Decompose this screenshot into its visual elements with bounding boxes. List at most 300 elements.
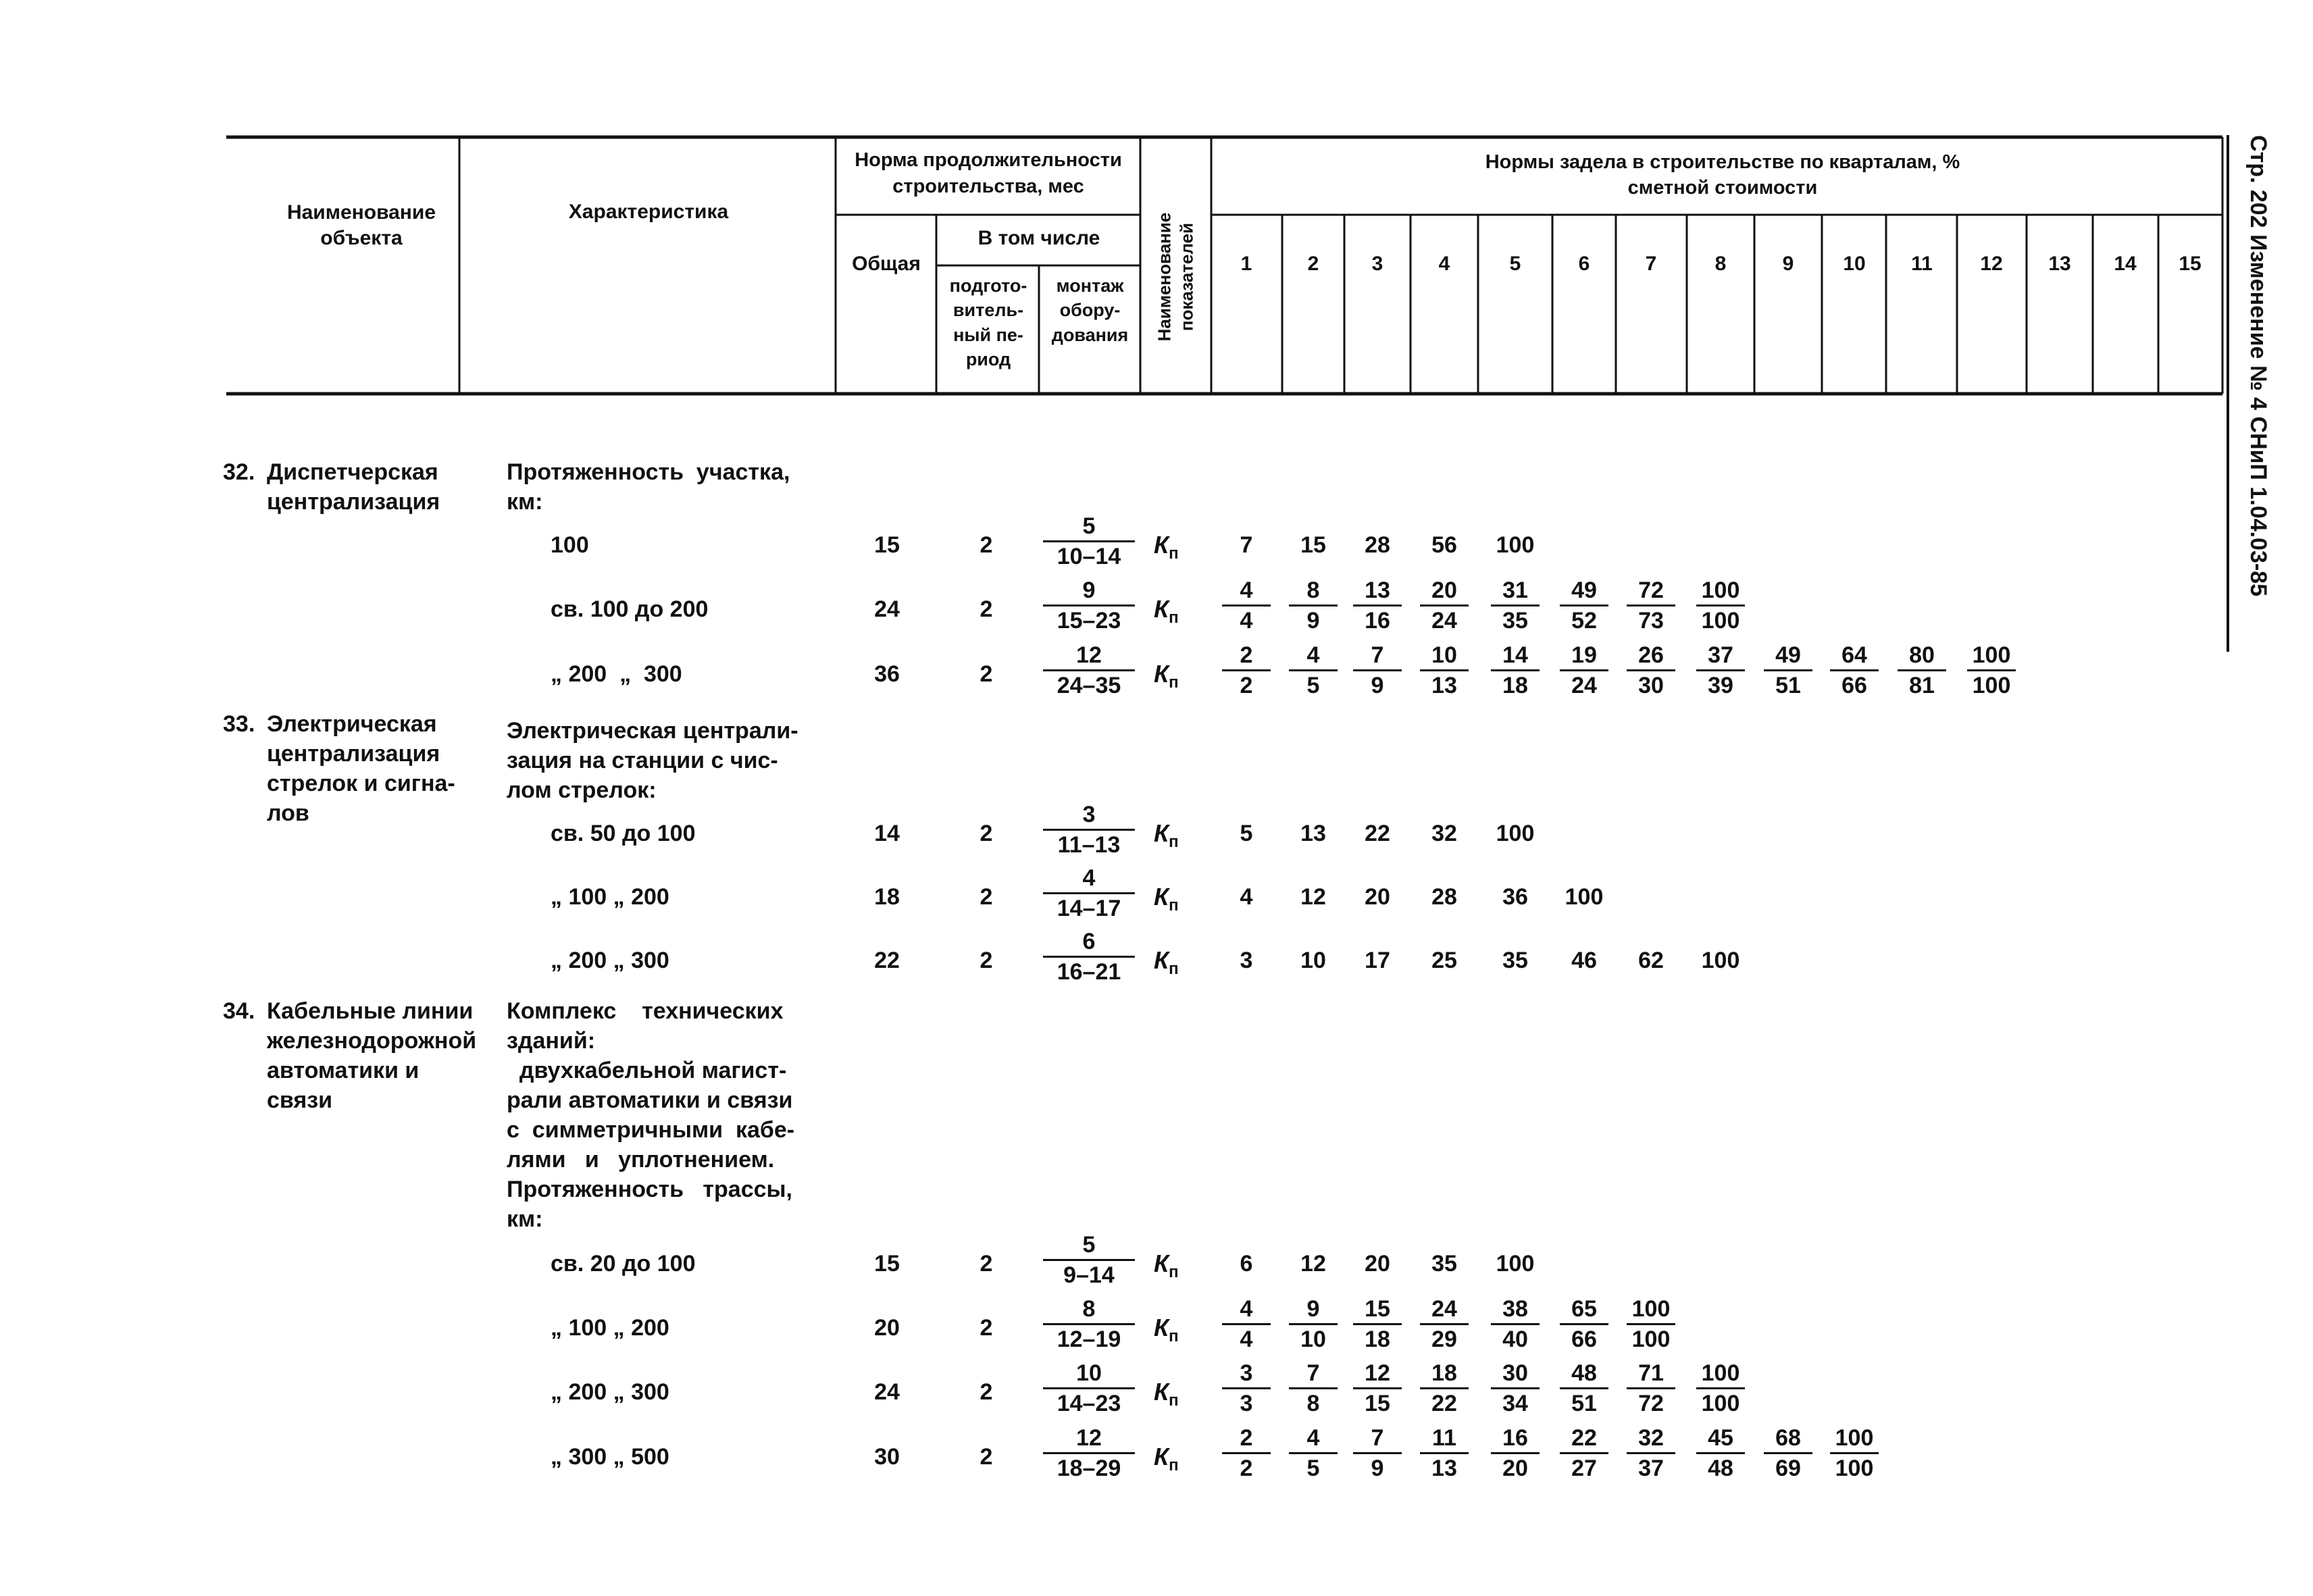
header-including: В том числе (977, 227, 1100, 249)
quarter-fraction (1353, 579, 1402, 632)
fraction-numerator: 30 (1491, 1362, 1540, 1389)
total-duration: 15 (874, 1251, 900, 1277)
row-characteristic: „ 100 „ 200 (551, 884, 669, 910)
fraction-numerator: 100 (1967, 644, 2016, 671)
fraction-denominator: 18–29 (1057, 1456, 1121, 1481)
prep-period: 2 (980, 1251, 993, 1277)
fraction-numerator: 26 (1627, 644, 1675, 671)
fraction-denominator: 100 (1835, 1456, 1874, 1481)
fraction-numerator: 64 (1830, 644, 1879, 671)
fraction-numerator: 12 (1353, 1362, 1402, 1389)
characteristic-line: зация на станции с чис- (507, 748, 778, 773)
indicator-letter: К (1154, 531, 1169, 559)
prep-period: 2 (980, 884, 993, 910)
quarter-value: 28 (1365, 532, 1390, 558)
fraction-numerator: 22 (1560, 1426, 1608, 1454)
section-number: 32. (223, 459, 255, 485)
fraction-numerator: 4 (1043, 867, 1135, 894)
quarter-fraction (1830, 1426, 1879, 1480)
fraction-numerator: 18 (1420, 1362, 1469, 1389)
indicator-letter: К (1154, 1443, 1169, 1470)
fraction-denominator: 40 (1502, 1327, 1528, 1352)
quarter-header-3: 3 (1371, 253, 1383, 275)
quarter-fraction (1222, 1297, 1271, 1351)
quarter-header-5: 5 (1509, 253, 1521, 275)
header-prep-period: подгото-витель-ный пе-риод (949, 276, 1027, 370)
fraction-denominator: 48 (1708, 1456, 1733, 1481)
fraction-numerator: 45 (1696, 1426, 1745, 1454)
characteristic-line: рали автоматики и связи (507, 1087, 793, 1113)
quarter-fraction (1560, 1362, 1608, 1415)
fraction-numerator: 72 (1627, 579, 1675, 607)
quarter-fraction (1627, 1297, 1675, 1351)
fraction-numerator: 4 (1289, 1426, 1338, 1454)
indicator-symbol (1154, 1378, 1179, 1410)
quarter-value: 20 (1365, 1251, 1390, 1277)
indicator-subscript: п (1169, 1391, 1179, 1410)
characteristic-line: лями и уплотнением. (507, 1147, 775, 1173)
row-characteristic: 100 (551, 532, 589, 558)
fraction-denominator: 12–19 (1057, 1327, 1121, 1352)
fraction-denominator: 22 (1431, 1391, 1457, 1416)
fraction-numerator: 8 (1289, 579, 1338, 607)
quarter-fraction (1420, 1426, 1469, 1480)
fraction-denominator: 14–23 (1057, 1391, 1121, 1416)
fraction-denominator: 34 (1502, 1391, 1528, 1416)
fraction-numerator: 13 (1353, 579, 1402, 607)
quarter-header-10: 10 (1843, 253, 1866, 275)
fraction-denominator: 51 (1571, 1391, 1597, 1416)
quarter-fraction (1353, 1362, 1402, 1415)
quarter-fraction (1289, 1362, 1338, 1415)
indicator-subscript: п (1169, 960, 1179, 979)
indicator-symbol (1154, 660, 1179, 692)
characteristic-line: Протяженность трассы, (507, 1177, 793, 1202)
quarter-fraction (1420, 644, 1469, 697)
mounting-fraction (1043, 1297, 1135, 1351)
mounting-fraction (1043, 644, 1135, 697)
indicator-letter: К (1154, 595, 1169, 623)
total-duration: 14 (874, 821, 900, 846)
characteristic-line: Протяженность участка, (507, 459, 790, 485)
indicator-symbol (1154, 531, 1179, 563)
fraction-numerator: 71 (1627, 1362, 1675, 1389)
fraction-numerator: 3 (1222, 1362, 1271, 1389)
quarter-value: 46 (1571, 948, 1597, 973)
fraction-numerator: 48 (1560, 1362, 1608, 1389)
quarter-value: 7 (1240, 532, 1253, 558)
quarter-fraction (1289, 644, 1338, 697)
characteristic-line: км: (507, 1206, 543, 1232)
indicator-subscript: п (1169, 1456, 1179, 1475)
quarter-fraction (1222, 1362, 1271, 1415)
quarter-value: 36 (1502, 884, 1528, 910)
header-characteristic: Характеристика (568, 201, 729, 223)
total-duration: 24 (874, 596, 900, 622)
quarter-value: 20 (1365, 884, 1390, 910)
fraction-denominator: 14–17 (1057, 896, 1121, 921)
quarter-value: 32 (1431, 821, 1457, 846)
indicator-subscript: п (1169, 1327, 1179, 1346)
section-name-line: связи (267, 1087, 333, 1113)
fraction-numerator: 2 (1222, 1426, 1271, 1454)
fraction-denominator: 10 (1300, 1327, 1326, 1352)
fraction-denominator: 24 (1431, 608, 1457, 634)
fraction-numerator: 9 (1289, 1297, 1338, 1325)
quarter-header-8: 8 (1714, 253, 1727, 275)
fraction-numerator: 7 (1353, 1426, 1402, 1454)
mounting-fraction (1043, 1426, 1135, 1480)
section-name-line: стрелок и сигна- (267, 771, 455, 796)
quarter-value: 25 (1431, 948, 1457, 973)
mounting-fraction (1043, 515, 1135, 568)
fraction-denominator: 29 (1431, 1327, 1457, 1352)
indicator-symbol (1154, 1443, 1179, 1475)
quarter-value: 10 (1300, 948, 1326, 973)
fraction-numerator: 19 (1560, 644, 1608, 671)
fraction-numerator: 4 (1222, 1297, 1271, 1325)
indicator-letter: К (1154, 1378, 1169, 1406)
row-characteristic: св. 50 до 100 (551, 821, 696, 846)
quarter-fraction (1696, 1426, 1745, 1480)
prep-period: 2 (980, 821, 993, 846)
quarter-fraction (1627, 1362, 1675, 1415)
fraction-denominator: 100 (1631, 1327, 1671, 1352)
quarter-fraction (1289, 1426, 1338, 1480)
quarter-fraction (1222, 1426, 1271, 1480)
header-norm-group: Норма продолжительности строительства, мес (855, 149, 1122, 198)
header-total: Общая (852, 253, 921, 275)
quarter-fraction (1491, 1426, 1540, 1480)
fraction-denominator: 2 (1240, 1456, 1253, 1481)
fraction-numerator: 10 (1043, 1362, 1135, 1389)
total-duration: 20 (874, 1315, 900, 1341)
mounting-fraction (1043, 1362, 1135, 1415)
fraction-numerator: 7 (1289, 1362, 1338, 1389)
fraction-numerator: 3 (1043, 803, 1135, 831)
fraction-denominator: 27 (1571, 1456, 1597, 1481)
row-characteristic: „ 200 „ 300 (551, 1379, 669, 1405)
quarter-fraction (1420, 579, 1469, 632)
quarter-value: 12 (1300, 1251, 1326, 1277)
section-name-line: лов (267, 800, 309, 826)
quarter-fraction (1420, 1297, 1469, 1351)
quarter-value: 35 (1431, 1251, 1457, 1277)
fraction-denominator: 9 (1306, 608, 1320, 634)
fraction-numerator: 80 (1898, 644, 1946, 671)
fraction-denominator: 52 (1571, 608, 1597, 634)
characteristic-line: двухкабельной магист- (507, 1058, 787, 1083)
quarter-fraction (1222, 644, 1271, 697)
section-name-line: Кабельные линии (267, 998, 474, 1024)
fraction-denominator: 15 (1365, 1391, 1390, 1416)
fraction-denominator: 37 (1638, 1456, 1664, 1481)
fraction-numerator: 37 (1696, 644, 1745, 671)
fraction-denominator: 2 (1240, 673, 1253, 698)
fraction-denominator: 35 (1502, 608, 1528, 634)
section-number: 33. (223, 711, 255, 737)
fraction-numerator: 100 (1830, 1426, 1879, 1454)
total-duration: 24 (874, 1379, 900, 1405)
quarter-fraction (1898, 644, 1946, 697)
quarter-value: 56 (1431, 532, 1457, 558)
fraction-denominator: 100 (1701, 1391, 1740, 1416)
quarter-header-7: 7 (1645, 253, 1657, 275)
indicator-letter: К (1154, 819, 1169, 847)
prep-period: 2 (980, 1444, 993, 1470)
row-characteristic: „ 200 „ 300 (551, 948, 669, 973)
row-characteristic: „ 200 „ 300 (551, 661, 682, 687)
header-indicator: Наименование показателей (1154, 212, 1196, 342)
fraction-denominator: 9 (1371, 1456, 1384, 1481)
fraction-denominator: 16 (1365, 608, 1390, 634)
section-name-line: автоматики и (267, 1058, 420, 1083)
fraction-denominator: 15–23 (1057, 608, 1121, 634)
prep-period: 2 (980, 1315, 993, 1341)
fraction-denominator: 100 (1701, 608, 1740, 634)
fraction-denominator: 39 (1708, 673, 1733, 698)
quarter-fraction (1420, 1362, 1469, 1415)
indicator-symbol (1154, 883, 1179, 915)
quarter-fraction (1353, 644, 1402, 697)
fraction-denominator: 30 (1638, 673, 1664, 698)
fraction-numerator: 68 (1764, 1426, 1812, 1454)
quarter-header-15: 15 (2179, 253, 2202, 275)
indicator-letter: К (1154, 660, 1169, 688)
indicator-symbol (1154, 1314, 1179, 1346)
fraction-denominator: 66 (1841, 673, 1867, 698)
indicator-letter: К (1154, 883, 1169, 910)
mounting-fraction (1043, 803, 1135, 856)
fraction-numerator: 12 (1043, 644, 1135, 671)
quarter-value: 28 (1431, 884, 1457, 910)
quarter-fraction (1222, 579, 1271, 632)
indicator-subscript: п (1169, 544, 1179, 563)
quarter-fraction (1560, 1426, 1608, 1480)
fraction-denominator: 24 (1571, 673, 1597, 698)
quarter-fraction (1491, 579, 1540, 632)
indicator-subscript: п (1169, 833, 1179, 852)
quarter-fraction (1696, 644, 1745, 697)
prep-period: 2 (980, 596, 993, 622)
fraction-denominator: 9–14 (1063, 1262, 1115, 1288)
fraction-numerator: 24 (1420, 1297, 1469, 1325)
indicator-letter: К (1154, 946, 1169, 974)
fraction-numerator: 31 (1491, 579, 1540, 607)
header-name: Наименование объекта (286, 201, 436, 249)
quarter-value: 100 (1496, 821, 1535, 846)
fraction-numerator: 10 (1420, 644, 1469, 671)
fraction-denominator: 5 (1306, 1456, 1320, 1481)
indicator-subscript: п (1169, 1263, 1179, 1282)
prep-period: 2 (980, 532, 993, 558)
quarter-fraction (1627, 579, 1675, 632)
section-name-line: централизация (267, 489, 440, 515)
row-characteristic: „ 100 „ 200 (551, 1315, 669, 1341)
indicator-symbol (1154, 595, 1179, 627)
header-mounting: монтаж обору-дования (1051, 276, 1129, 345)
indicator-letter: К (1154, 1250, 1169, 1277)
characteristic-line: лом стрелок: (507, 777, 657, 803)
quarter-value: 22 (1365, 821, 1390, 846)
total-duration: 36 (874, 661, 900, 687)
prep-period: 2 (980, 661, 993, 687)
row-characteristic: св. 100 до 200 (551, 596, 709, 622)
quarter-fraction (1491, 1297, 1540, 1351)
fraction-denominator: 18 (1502, 673, 1528, 698)
quarter-fraction (1353, 1426, 1402, 1480)
total-duration: 15 (874, 532, 900, 558)
quarter-value: 15 (1300, 532, 1326, 558)
quarter-value: 12 (1300, 884, 1326, 910)
mounting-fraction (1043, 930, 1135, 983)
fraction-numerator: 4 (1289, 644, 1338, 671)
indicator-subscript: п (1169, 896, 1179, 915)
quarter-value: 100 (1565, 884, 1604, 910)
fraction-denominator: 3 (1240, 1391, 1253, 1416)
fraction-numerator: 100 (1696, 579, 1745, 607)
quarter-fraction (1764, 644, 1812, 697)
mounting-fraction (1043, 867, 1135, 920)
indicator-symbol (1154, 946, 1179, 979)
fraction-denominator: 8 (1306, 1391, 1320, 1416)
quarter-header-13: 13 (2048, 253, 2071, 275)
prep-period: 2 (980, 1379, 993, 1405)
quarter-header-9: 9 (1782, 253, 1794, 275)
fraction-numerator: 12 (1043, 1426, 1135, 1454)
quarter-fraction (1967, 644, 2016, 697)
fraction-denominator: 66 (1571, 1327, 1597, 1352)
quarter-fraction (1696, 579, 1745, 632)
quarter-value: 17 (1365, 948, 1390, 973)
quarter-header-1: 1 (1240, 253, 1252, 275)
quarter-fraction (1696, 1362, 1745, 1415)
quarter-header-12: 12 (1980, 253, 2003, 275)
characteristic-line: с симметричными кабе- (507, 1117, 795, 1143)
quarter-header-4: 4 (1438, 253, 1450, 275)
quarter-fraction (1491, 644, 1540, 697)
quarter-value: 100 (1701, 948, 1740, 973)
total-duration: 30 (874, 1444, 900, 1470)
section-name-line: железнодорожной (267, 1028, 477, 1054)
fraction-numerator: 5 (1043, 1233, 1135, 1261)
characteristic-line: км: (507, 489, 543, 515)
fraction-denominator: 81 (1909, 673, 1935, 698)
fraction-numerator: 6 (1043, 930, 1135, 958)
fraction-denominator: 4 (1240, 1327, 1253, 1352)
fraction-denominator: 4 (1240, 608, 1253, 634)
characteristic-line: Комплекс технических (507, 998, 784, 1024)
quarter-value: 100 (1496, 1251, 1535, 1277)
fraction-denominator: 20 (1502, 1456, 1528, 1481)
quarter-fraction (1491, 1362, 1540, 1415)
quarter-fraction (1289, 579, 1338, 632)
indicator-letter: К (1154, 1314, 1169, 1341)
section-name-line: Электрическая (267, 711, 437, 737)
fraction-numerator: 15 (1353, 1297, 1402, 1325)
fraction-denominator: 10–14 (1057, 544, 1121, 569)
mounting-fraction (1043, 1233, 1135, 1287)
indicator-symbol (1154, 819, 1179, 852)
quarter-header-2: 2 (1307, 253, 1319, 275)
fraction-denominator: 5 (1306, 673, 1320, 698)
fraction-numerator: 16 (1491, 1426, 1540, 1454)
mounting-fraction (1043, 579, 1135, 632)
quarter-fraction (1560, 644, 1608, 697)
quarter-fraction (1830, 644, 1879, 697)
indicator-subscript: п (1169, 673, 1179, 692)
fraction-numerator: 14 (1491, 644, 1540, 671)
quarter-fraction (1560, 579, 1608, 632)
fraction-numerator: 49 (1764, 644, 1812, 671)
section-number: 34. (223, 998, 255, 1024)
fraction-denominator: 73 (1638, 608, 1664, 634)
fraction-numerator: 11 (1420, 1426, 1469, 1454)
quarter-value: 4 (1240, 884, 1253, 910)
fraction-denominator: 100 (1972, 673, 2011, 698)
section-name-line: централизация (267, 741, 440, 767)
section-name-line: Диспетчерская (267, 459, 438, 485)
quarter-fraction (1560, 1297, 1608, 1351)
side-title: Стр. 202 Изменение № 4 СНиП 1.04.03-85 (2245, 135, 2271, 597)
quarter-fraction (1289, 1297, 1338, 1351)
indicator-symbol (1154, 1250, 1179, 1282)
fraction-numerator: 20 (1420, 579, 1469, 607)
quarter-value: 5 (1240, 821, 1253, 846)
fraction-denominator: 18 (1365, 1327, 1390, 1352)
total-duration: 18 (874, 884, 900, 910)
quarter-value: 100 (1496, 532, 1535, 558)
fraction-numerator: 32 (1627, 1426, 1675, 1454)
characteristic-line: Электрическая централи- (507, 718, 798, 744)
quarter-value: 3 (1240, 948, 1253, 973)
fraction-denominator: 24–35 (1057, 673, 1121, 698)
fraction-denominator: 16–21 (1057, 959, 1121, 985)
row-characteristic: „ 300 „ 500 (551, 1444, 669, 1470)
fraction-denominator: 72 (1638, 1391, 1664, 1416)
row-characteristic: св. 20 до 100 (551, 1251, 696, 1277)
quarter-fraction (1627, 644, 1675, 697)
fraction-numerator: 7 (1353, 644, 1402, 671)
fraction-numerator: 5 (1043, 515, 1135, 542)
fraction-denominator: 69 (1775, 1456, 1801, 1481)
fraction-denominator: 13 (1431, 673, 1457, 698)
fraction-denominator: 11–13 (1057, 832, 1121, 858)
fraction-denominator: 9 (1371, 673, 1384, 698)
fraction-numerator: 2 (1222, 644, 1271, 671)
quarter-header-14: 14 (2114, 253, 2137, 275)
characteristic-line: зданий: (507, 1028, 596, 1054)
fraction-denominator: 13 (1431, 1456, 1457, 1481)
header-quarters-group: Нормы задела в строительстве по кварталам, % сметной стоимости (1485, 151, 1960, 199)
quarter-value: 35 (1502, 948, 1528, 973)
fraction-numerator: 100 (1696, 1362, 1745, 1389)
quarter-value: 62 (1638, 948, 1664, 973)
fraction-numerator: 8 (1043, 1297, 1135, 1325)
fraction-numerator: 9 (1043, 579, 1135, 607)
quarter-header-11: 11 (1911, 253, 1933, 275)
fraction-numerator: 38 (1491, 1297, 1540, 1325)
quarter-value: 6 (1240, 1251, 1253, 1277)
fraction-numerator: 4 (1222, 579, 1271, 607)
fraction-numerator: 49 (1560, 579, 1608, 607)
quarter-header-6: 6 (1578, 253, 1590, 275)
quarter-fraction (1764, 1426, 1812, 1480)
indicator-subscript: п (1169, 609, 1179, 627)
quarter-fraction (1627, 1426, 1675, 1480)
total-duration: 22 (874, 948, 900, 973)
prep-period: 2 (980, 948, 993, 973)
